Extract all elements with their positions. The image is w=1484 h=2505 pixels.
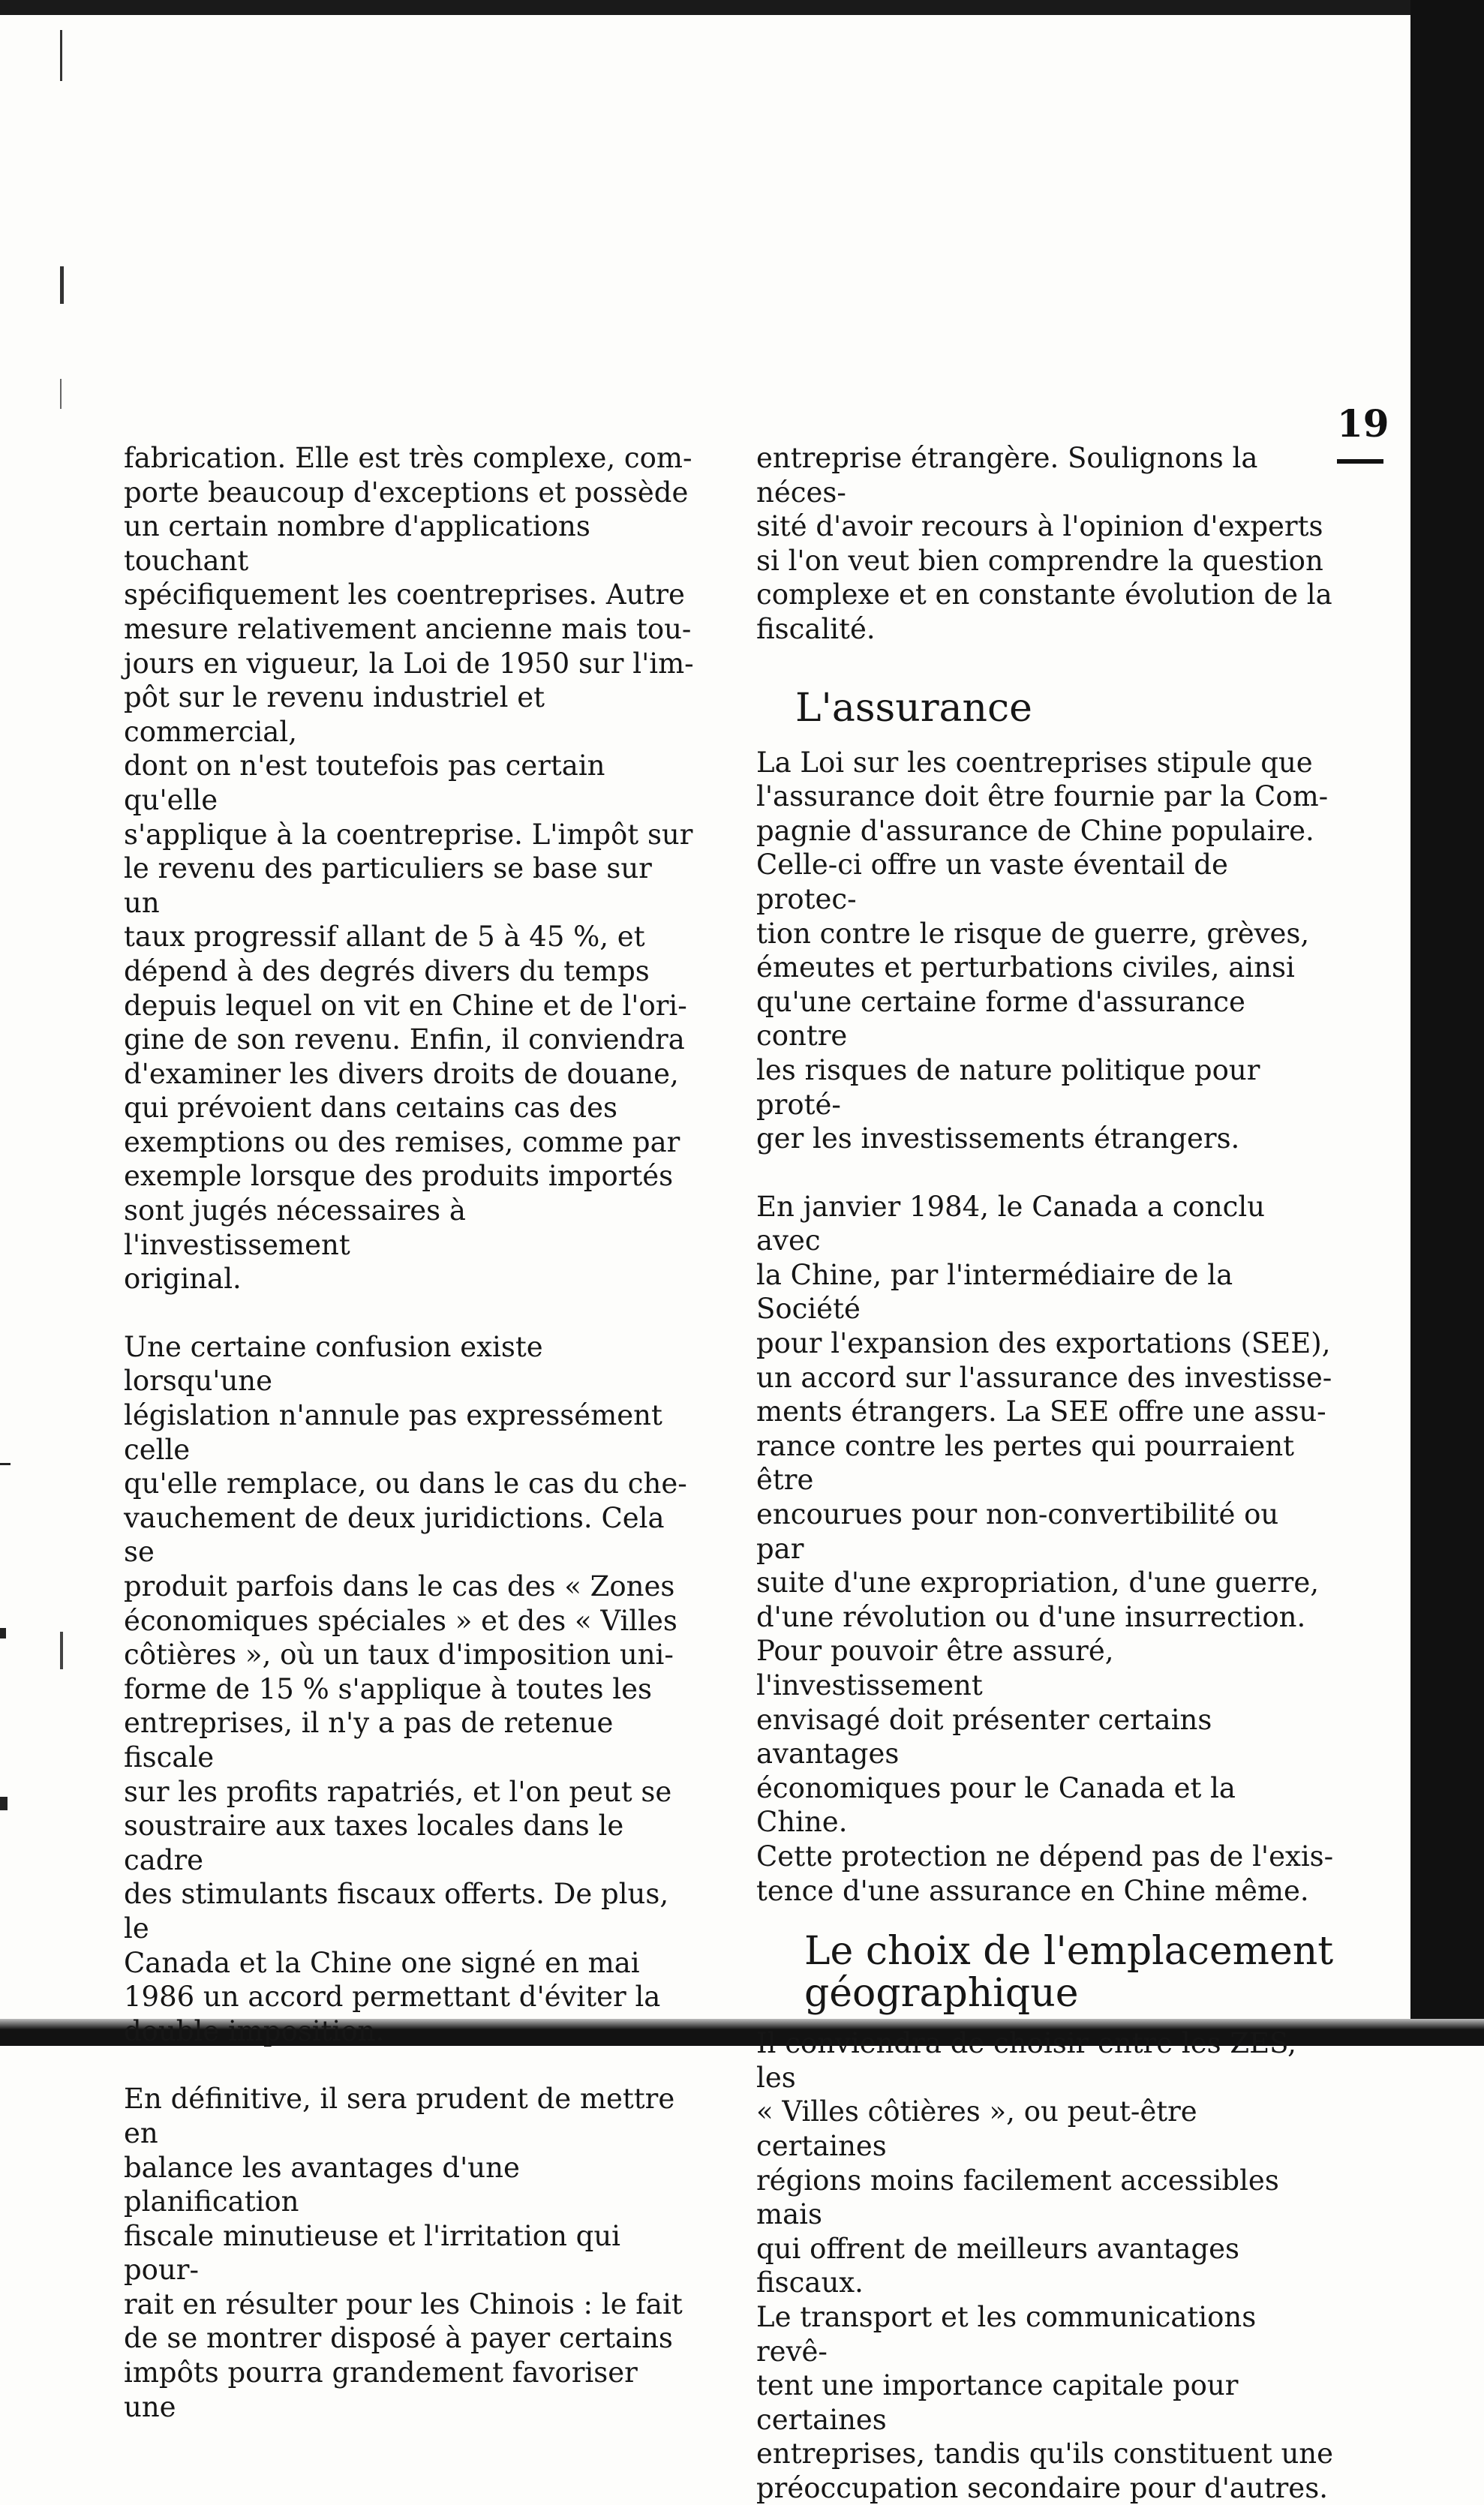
scan-mark — [60, 379, 62, 409]
scan-mark — [0, 1797, 8, 1810]
scan-mark — [60, 30, 62, 81]
page-number-rule — [1337, 459, 1383, 464]
left-column — [124, 441, 694, 2424]
scan-border-top — [0, 0, 1484, 15]
body-paragraph: entreprise étrangère. Soulignons la néces- sité d'avoir recours à l'opinion d'experts si l'on veut bien comprendre la question complexe et en constante évolution de la fiscalité. — [756, 442, 1332, 645]
body-paragraph: En définitive, il sera prudent de mettre en balance les avantages d'une planification fiscale minutieuse et l'irritation qui pour- rait en résulter pour les Chinois : le fait de se montrer disposé à payer certains impôts pourra grandement favoriser une — [124, 2083, 683, 2423]
body-paragraph: En janvier 1984, le Canada a conclu avec la Chine, par l'intermédiaire de la Société pour l'expansion des exportations (SEE), un accord sur l'assurance des investisse- ments étrangers. La SEE offre une assu- rance contre les pertes qui pourraient être encourues pour non-convertibilité ou par suite d'une expropriation, d'une guerre, d'une révolution ou d'une insurrection. Pour pouvoir être assuré, l'investissement envisagé doit présenter certains avantages économiques pour le Canada et la Chine. Cette protection ne dépend pas de l'exis- tence d'une assurance en Chine même. — [756, 1190, 1334, 1907]
scan-mark — [0, 1463, 11, 1465]
scan-border-right — [1410, 0, 1484, 2046]
section-heading-emplacement: Le choix de l'emplacement géographique — [804, 1929, 1334, 2017]
scan-mark — [60, 1632, 63, 1669]
right-column — [756, 441, 1334, 2505]
scan-mark — [60, 266, 64, 304]
body-paragraph: La Loi sur les coentreprises stipule que l'assurance doit être fournie par la Com- pagnie d'assurance de Chine populaire. Celle-ci offre un vaste éventail de protec- tion contre le risque de guerre, grèves, émeutes et perturbations civiles, ainsi qu'une certaine forme d'assurance contre les risques de nature politique pour proté- ger les investissements étrangers. — [756, 746, 1329, 1155]
body-paragraph: fabrication. Elle est très complexe, com- porte beaucoup d'exceptions et possède un certain nombre d'applications touchant spécifiquement les coentreprises. Autre mesure relativement ancienne mais tou- jours en vigueur, la Loi de 1950 sur l'im- pôt sur le revenu industriel et commercial, dont on n'est toutefois pas certain qu'elle s'applique à la coentreprise. L'impôt sur le revenu des particuliers se base sur un taux progressif allant de 5 à 45 %, et dépend à des degrés divers du temps depuis lequel on vit en Chine et de l'ori- gine de son revenu. Enfin, il conviendra d'examiner les divers droits de douane, qui prévoient dans ceıtains cas des exemptions ou des remises, comme par exemple lorsque des produits importés sont jugés nécessaires à l'investissement original. — [124, 442, 694, 1296]
page-number: 19 — [1337, 401, 1389, 446]
paragraph-gap — [124, 2048, 694, 2082]
scan-mark — [0, 1628, 6, 1638]
paragraph-gap — [124, 1296, 694, 1330]
body-paragraph: Une certaine confusion existe lorsqu'une législation n'annule pas expressément celle qu'elle remplace, ou dans le cas du che- vauchement de deux juridictions. Cela se produit parfois dans le cas des « Zones économiques spéciales » et des « Villes côtières », où un taux d'imposition uni- forme de 15 % s'applique à toutes les entreprises, il n'y a pas de retenue fiscale sur les profits rapatriés, et l'on peut se soustraire aux taxes locales dans le cadre des stimulants fiscaux offerts. De plus, le Canada et la Chine one signé en mai 1986 un accord permettant d'éviter la double imposition. — [124, 1330, 687, 2047]
paragraph-gap — [756, 1156, 1334, 1190]
body-paragraph: Il conviendra de choisir entre les ZES, les « Villes côtières », ou peut-être certaines régions moins facilement accessibles mais qui offrent de meilleurs avantages fiscaux. Le transport et les communications revê- tent une importance capitale pour certaines entreprises, tandis qu'ils constituent une préoccupation secondaire pour d'autres. — [756, 2027, 1334, 2504]
section-heading-assurance: L'assurance — [795, 685, 1032, 731]
